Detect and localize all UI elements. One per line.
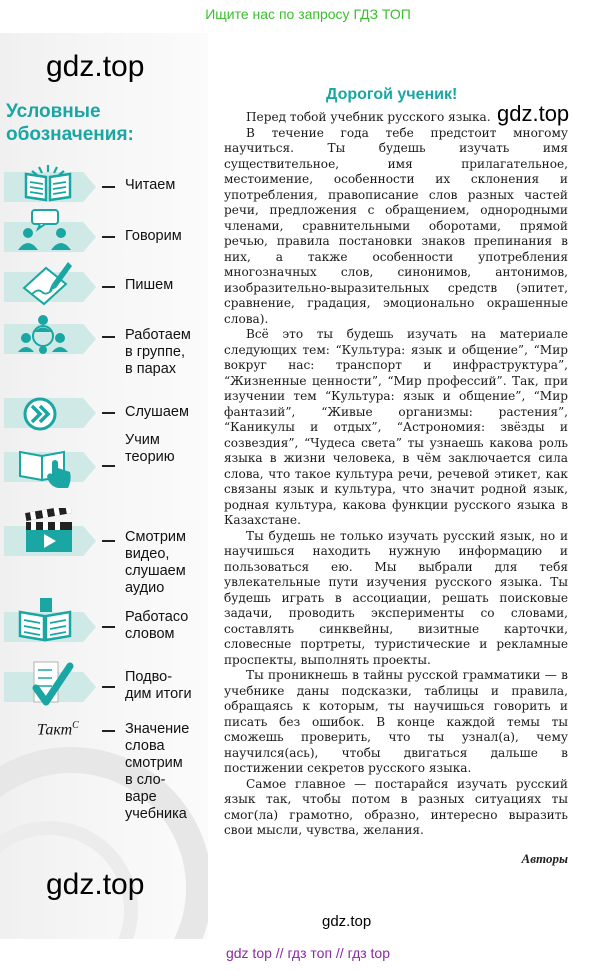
legend-label: Смотрим видео, слушаем аудио <box>125 529 186 596</box>
paragraph: В течение года тебе предстоит многому научиться. Ты будешь изучать имя существительное, имя прилагательное, местоимение, особенности их склонения и употребления, правописание слов разных частей речи, предложения с обращением, однородными членами, сравнительными оборотами, прямой речью, правила постановки знаков препинания в них, а также особенности употребления многозначных слов, синонимов, антонимов, изобразительно-выразительных средств (эпитет, сравнение, градация, эмоционально окрашенные слова). <box>224 125 568 326</box>
book-hand-icon <box>16 446 74 490</box>
legend-label: Работасо словом <box>125 609 189 642</box>
paragraph: Ты проникнешь в тайны русской грамматики — в учебнике даны подсказки, таблицы и правила, обращаясь к которым, ты научишься говорить и писать без ошибок. В конце каждой темы ты сможешь проверить, что ты узнал(а), чему научился(ась), чтобы двигаться дальше в постижении секретов русского языка. <box>224 668 568 775</box>
intro-text <box>224 110 568 839</box>
watermark: gdz.top <box>322 913 372 930</box>
dictionary-term: Такт$^С$ <box>37 720 79 739</box>
legend-label: Подво- дим итоги <box>125 669 192 702</box>
paragraph: Ты будешь не только изучать русский язык, но и научишься находить нужную информацию и пользоваться ею. Мы выбрали для тебя увлекательные пути изучения русского языка. Ты будешь играть в ассоциации, решать поисковые задачи, проводить эксперименты со словами, составлять синквейны, визитные карточки, словесные портреты, туристические и рекламные проспекты, выполнять проекты. <box>224 528 568 667</box>
legend-label: Слушаем <box>125 404 189 420</box>
watermark: gdz.top <box>497 101 570 126</box>
legend-label: Значение слова смотрим в сло- варе учебника <box>125 721 190 822</box>
speaking-people-icon <box>14 208 74 254</box>
author-signature: Авторы <box>521 851 568 866</box>
watermark: gdz.top <box>46 50 145 83</box>
watermark: gdz.top <box>46 868 145 901</box>
listen-arrows-icon <box>22 396 60 432</box>
paragraph: Перед тобой учебник русского языка. <box>246 110 491 124</box>
bottom-links[interactable]: gdz top // гдз топ // гдз top <box>225 945 391 961</box>
legend-label: Пишем <box>125 277 174 293</box>
book-reading-icon <box>22 164 74 204</box>
top-banner: Ищите нас по запросу ГДЗ ТОП <box>205 6 411 22</box>
pen-writing-icon <box>18 258 72 306</box>
paragraph: Всё это ты будешь изучать на материале следующих тем: “Культура: язык и общение”, “Мир вокруг нас: транспорт и инфраструктура”, “Жизненные ценности”, “Мир профессий”. Так, при изучении тем “Культура: язык и общение”, “Мир фантазий”, “Живые организмы: растения”, “Каникулы и отдых”, “Астрономия: звёзды и созвездия”, “Чудеса света” ты узнаешь какова роль языка в жизни человека, в чём заключается сила слова, что такое культура речи, речевой этикет, как связаны язык и культура, что значит родной язык, родная культура, какова функции русского языка в Казахстане. <box>224 327 568 527</box>
paragraph: Самое главное — постарайся изучать русский язык так, чтобы потом в разных ситуациях ты смог(ла) грамотно, образно, интересно выразить свои мысли, чувства, желания. <box>224 776 568 837</box>
legend-label: Работаем в группе, в парах <box>125 327 191 377</box>
checkmark-icon <box>30 658 74 708</box>
legend-title: Условные обозначения: <box>6 101 134 145</box>
legend-label: Говорим <box>125 228 182 244</box>
word-book-icon <box>16 598 76 646</box>
group-work-icon <box>18 312 68 358</box>
video-clapper-icon <box>22 508 76 554</box>
page-heading: Дорогой ученик! <box>326 86 458 103</box>
legend-label: Учим теорию <box>125 432 175 465</box>
legend-label: Читаем <box>125 177 176 193</box>
